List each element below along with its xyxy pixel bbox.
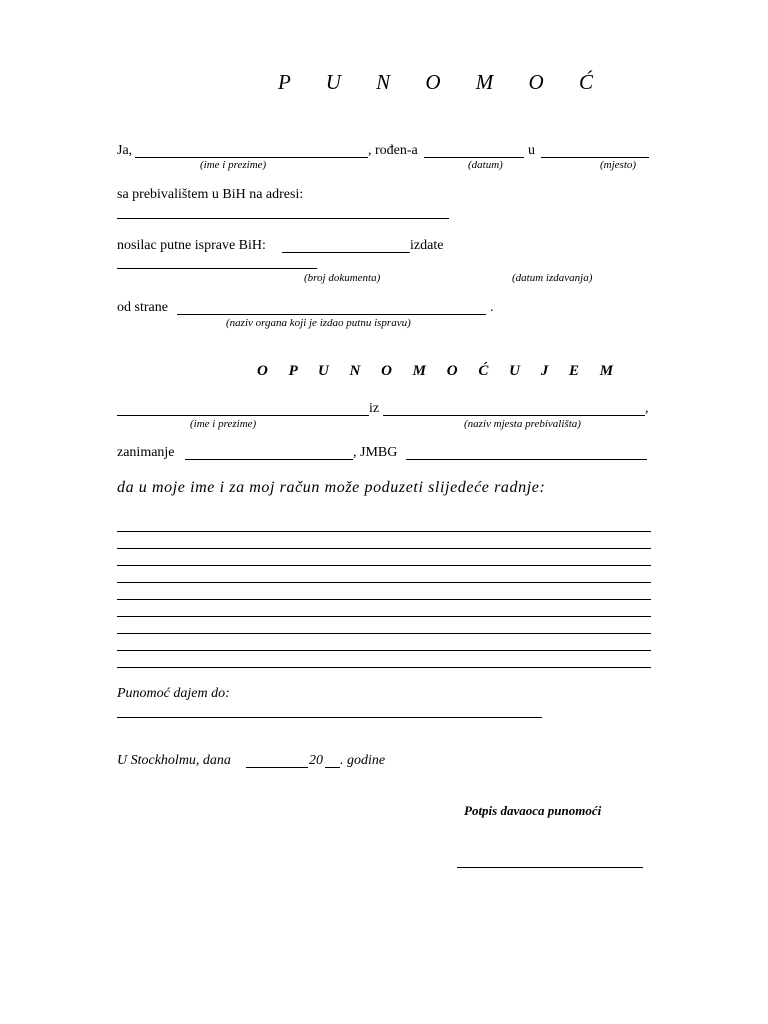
sign-date-line[interactable]: [246, 767, 308, 768]
occupation-line[interactable]: [185, 459, 353, 460]
valid-until-label: Punomoć dajem do:: [117, 686, 230, 701]
birth-place-line[interactable]: [541, 157, 649, 158]
action-line[interactable]: [117, 616, 651, 617]
actions-label: da u moje ime i za moj račun može poduzeti slijedeće radnje:: [117, 479, 546, 496]
ja-label: Ja,: [117, 143, 133, 158]
born-label: , rođen-a: [368, 143, 418, 158]
action-line[interactable]: [117, 667, 651, 668]
attorney-name-hint: (ime i prezime): [190, 418, 257, 430]
issuer-period: .: [490, 300, 494, 315]
full-name-line[interactable]: [135, 157, 368, 158]
issue-date-line[interactable]: [117, 268, 317, 269]
document-title: P U N O M O Ć: [278, 70, 608, 94]
occupation-label: zanimanje: [117, 445, 175, 460]
date-hint: (datum): [468, 159, 503, 171]
place-hint: (mjesto): [600, 159, 637, 171]
action-line[interactable]: [117, 582, 651, 583]
passport-number-line[interactable]: [282, 252, 410, 253]
action-line[interactable]: [117, 650, 651, 651]
issue-date-hint: (datum izdavanja): [512, 272, 593, 284]
attorney-residence-line[interactable]: [383, 415, 645, 416]
signature-label: Potpis davaoca punomoći: [464, 803, 602, 818]
residence-comma: ,: [645, 401, 649, 416]
attorney-name-line[interactable]: [117, 415, 369, 416]
place-date-suffix: . godine: [340, 753, 386, 768]
action-line[interactable]: [117, 548, 651, 549]
birth-in-label: u: [528, 143, 535, 158]
valid-until-line[interactable]: [117, 717, 542, 718]
address-line[interactable]: [117, 218, 449, 219]
doc-number-hint: (broj dokumenta): [304, 272, 381, 284]
issued-label: izdate: [410, 238, 444, 253]
jmbg-label: , JMBG: [353, 445, 398, 460]
signature-line[interactable]: [457, 867, 643, 868]
issued-by-label: od strane: [117, 300, 168, 315]
action-line[interactable]: [117, 599, 651, 600]
from-label: iz: [369, 401, 380, 416]
residence-hint: (naziv mjesta prebivališta): [464, 418, 581, 430]
action-line[interactable]: [117, 565, 651, 566]
year-prefix: 20: [309, 753, 323, 768]
action-line[interactable]: [117, 633, 651, 634]
address-label: sa prebivalištem u BiH na adresi:: [117, 187, 304, 202]
place-date-prefix: U Stockholmu, dana: [117, 753, 231, 768]
jmbg-line[interactable]: [406, 459, 647, 460]
action-line[interactable]: [117, 531, 651, 532]
name-hint: (ime i prezime): [200, 159, 267, 171]
section-title: O P U N O M O Ć U J E M: [257, 363, 622, 379]
issuer-hint: (naziv organa koji je izdao putnu ispravu): [226, 317, 411, 329]
issuer-line[interactable]: [177, 314, 486, 315]
passport-label: nosilac putne isprave BiH:: [117, 238, 266, 253]
birth-date-line[interactable]: [424, 157, 524, 158]
year-line[interactable]: [325, 767, 340, 768]
